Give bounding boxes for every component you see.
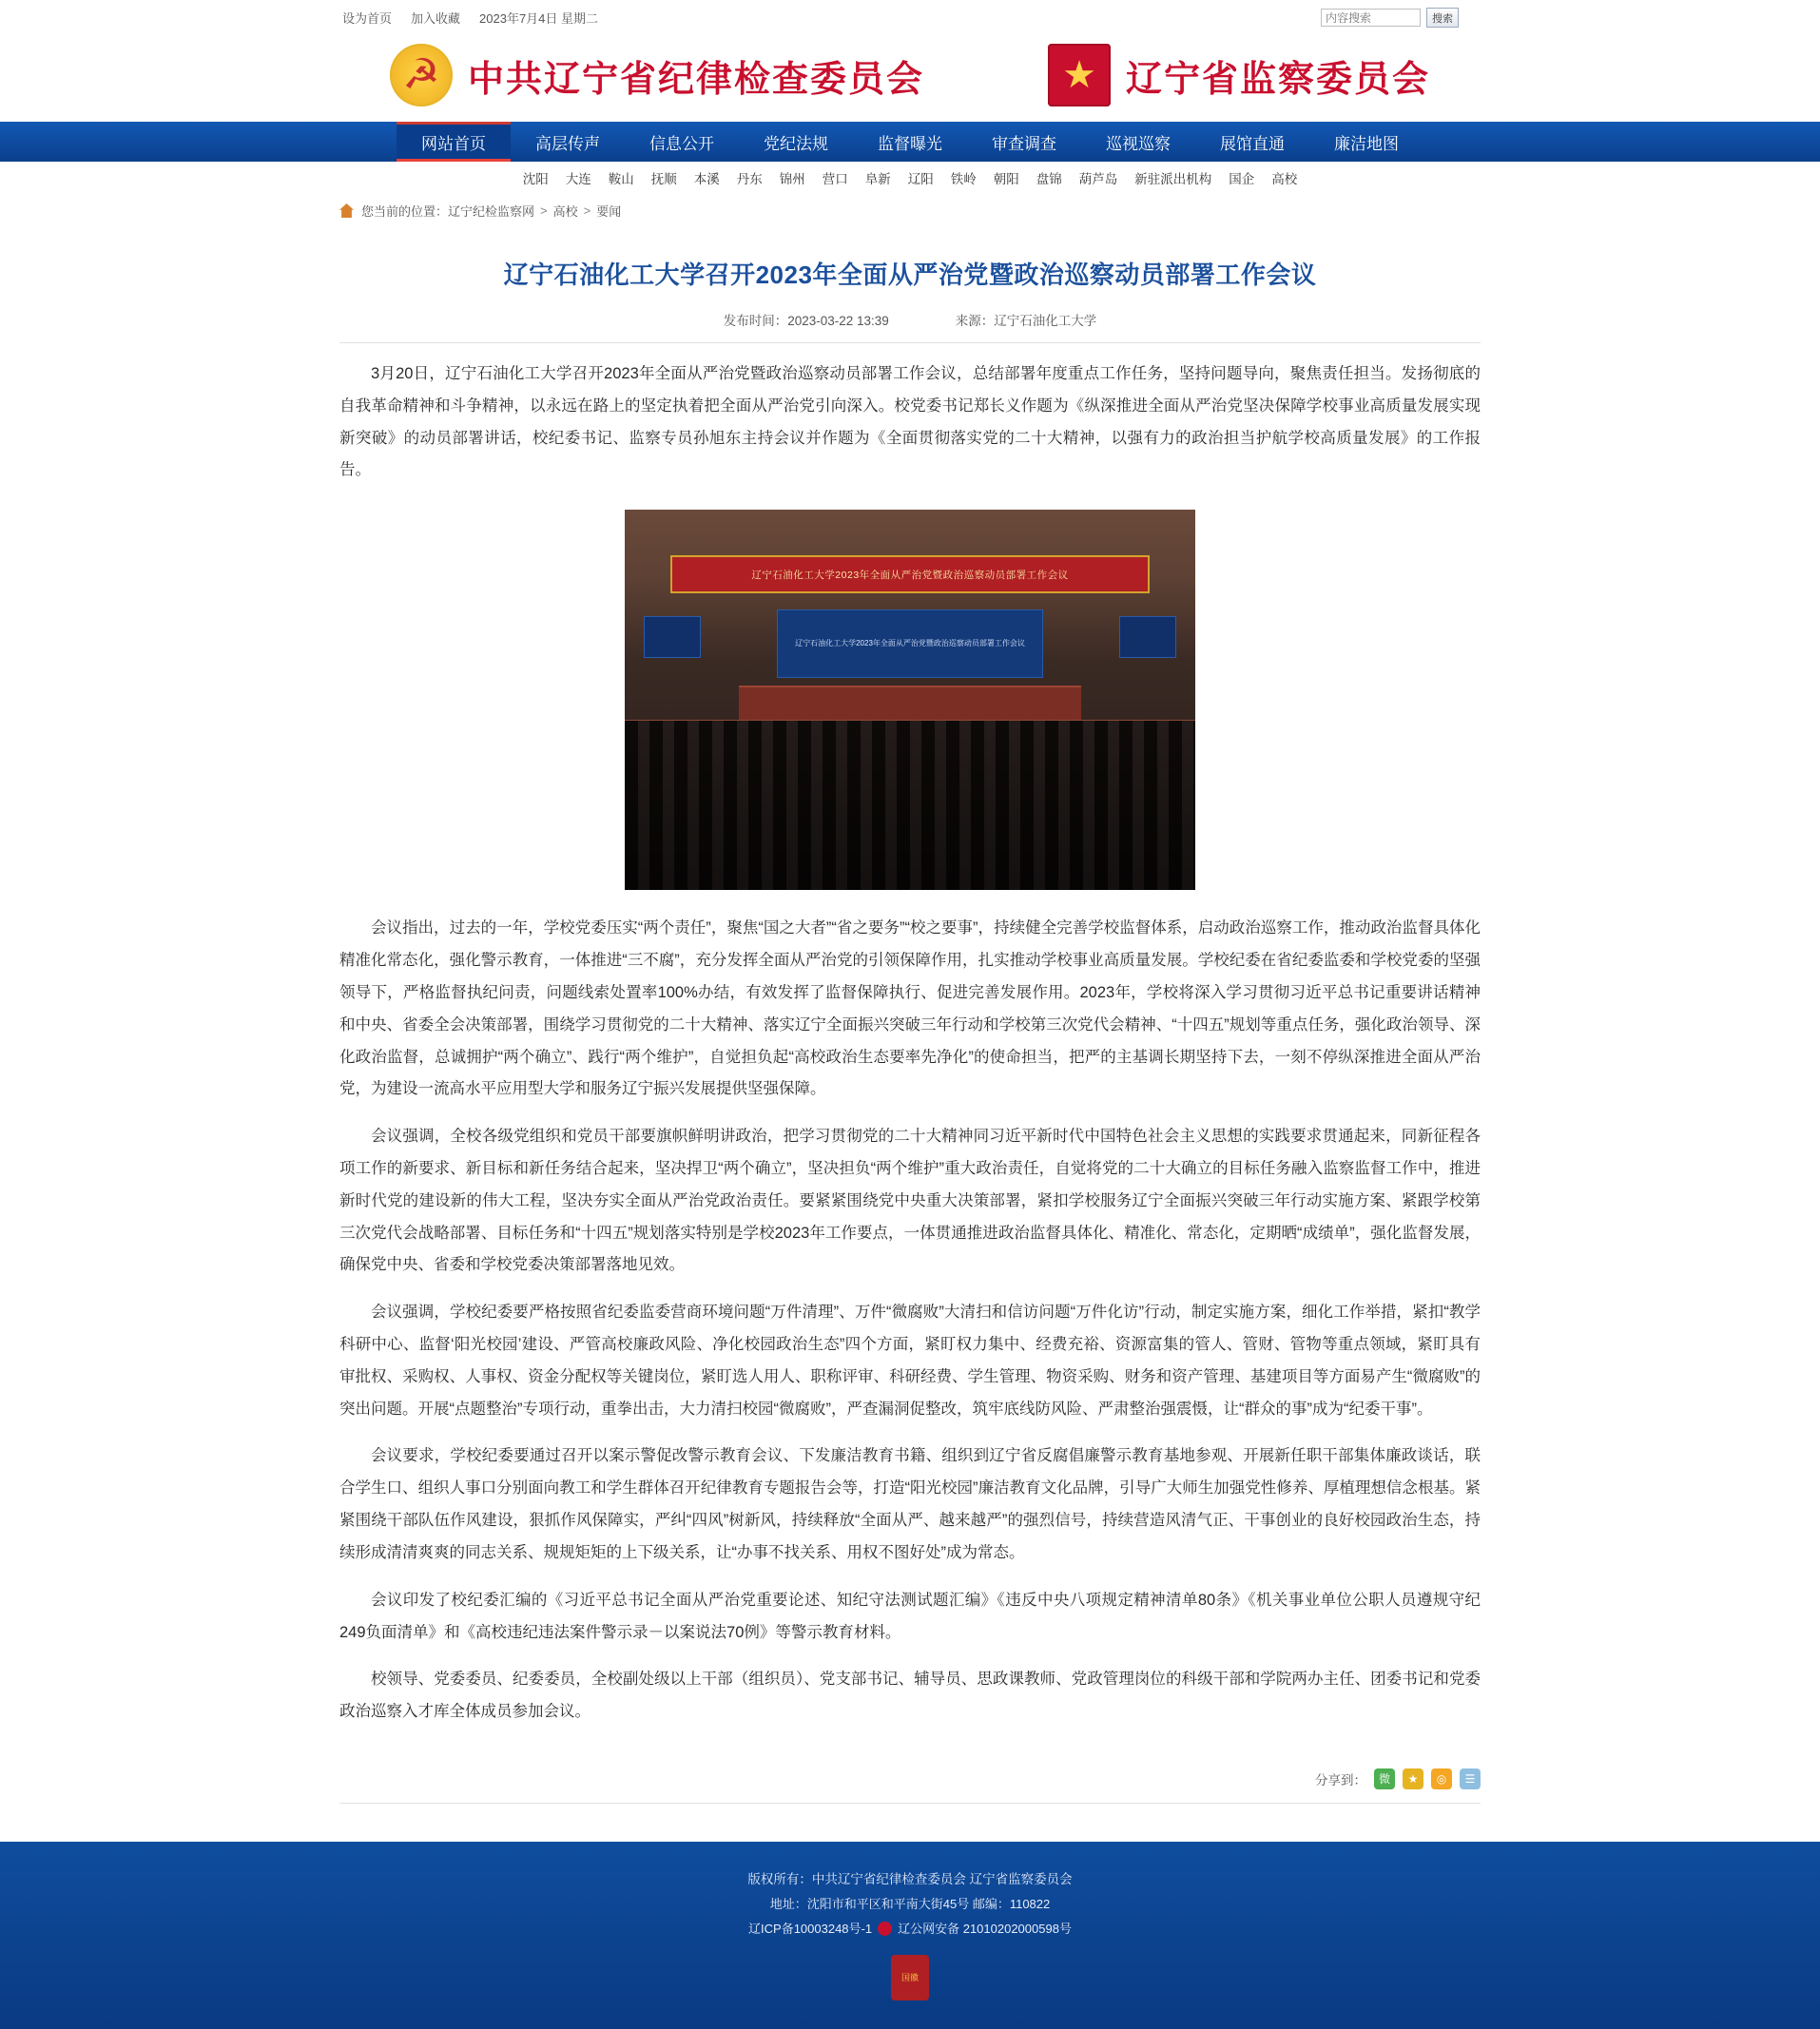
share-label: 分享到： [1315,1772,1366,1787]
photo-audience [625,721,1195,890]
article-source [956,310,1097,329]
nav-item-gaoceng[interactable]: 高层传声 [535,134,600,153]
breadcrumb-item-gaoxiao[interactable]: 高校 [552,204,578,219]
article-body [339,358,1481,1729]
article-paragraph: 会议强调，全校各级党组织和党员干部要旗帜鲜明讲政治，把学习贯彻党的二十大精神同习近平新时代中国特色社会主义思想的实践要求贯通起来，同新征程各项工作的新要求、新目标和新任务结合起来，坚决捍卫“两个确立”，坚决担负“两个维护”重大政治责任，自觉将党的二十大确立的目标任务融入监察监督工作中，推进新时代党的建设新的伟大工程，坚决夯实全面从严治党政治责任。要紧紧围绕党中央重大决策部署，紧扣学校服务辽宁全面振兴突破三年行动实施方案、紧跟学校第三次党代会战略部署、目标任务和“十四五”规划落实特别是学校2023年工作要点，一体贯通推进政治监督具体化、精准化、常态化，定期晒“成绩单”，强化监督发展，确保党中央、省委和学校党委决策部署落地见效。 [339,1128,1481,1274]
site-footer [0,1842,1820,2029]
region-navigation [0,162,1820,194]
brand-party-commission [390,44,924,106]
region-link-chaoyang[interactable]: 朝阳 [993,172,1019,186]
source-value: 辽宁石油化工大学 [994,314,1097,328]
nav-item-dangjifagui[interactable]: 党纪法规 [764,134,828,153]
nav-item-shenchadiaocha[interactable]: 审查调查 [992,134,1056,153]
side-screen-right-icon [1119,616,1176,658]
breadcrumb-item-yaowen[interactable]: 要闻 [596,204,622,219]
breadcrumb-prefix: 您当前的位置： [361,204,449,219]
search-input[interactable] [1321,9,1421,27]
article-paragraph: 会议印发了校纪委汇编的《习近平总书记全面从严治党重要论述、知纪守法测试题汇编》《违反中央八项规定精神清单80条》《机关事业单位公职人员遵规守纪249负面清单》和《高校违纪违法案件警示录－以案说法70例》等警示教育材料。 [339,1591,1481,1641]
region-link-anshan[interactable]: 鞍山 [608,172,634,186]
utility-bar [0,0,1820,34]
site-search [1321,8,1459,28]
region-link-fuxin[interactable]: 阜新 [864,172,891,186]
brand-party-title: 中共辽宁省纪律检查委员会 [467,57,924,100]
region-link-liaoyang[interactable]: 辽阳 [907,172,934,186]
article-paragraph: 3月20日，辽宁石油化工大学召开2023年全面从严治党暨政治巡察动员部署工作会议，总结部署年度重点工作任务，坚持问题导向，聚焦责任担当。发扬彻底的自我革命精神和斗争精神，以永远在路上的坚定执着把全面从严治党引向深入。校党委书记郑长义作题为《纵深推进全面从严治党坚决保障学校事业高质量发展实现新突破》的动员部署讲话，校纪委书记、监察专员孙旭东主持会议并作题为《全面贯彻落实党的二十大精神，以强有力的政治担当护航学校高质量发展》的工作报告。 [339,365,1481,479]
footer-address: 地址：沈阳市和平区和平南大街45号 邮编：110822 [769,1896,1051,1911]
article-meta [339,310,1481,343]
breadcrumb-separator-2: > [583,203,591,218]
region-link-paichu[interactable]: 新驻派出机构 [1134,172,1212,186]
breadcrumb-item-site[interactable]: 辽宁纪检监察网 [448,204,535,219]
qzone-share-icon[interactable]: ◎ [1431,1768,1452,1789]
site-header [0,34,1820,122]
footer-copyright: 版权所有：中共辽宁省纪律检查委员会 辽宁省监察委员会 [747,1871,1073,1886]
main-navigation [0,122,1820,162]
wechat-share-icon[interactable]: 微 [1374,1768,1395,1789]
region-link-guoqi[interactable]: 国企 [1229,172,1255,186]
article-divider [339,1803,1481,1804]
source-label: 来源： [955,314,995,328]
article-paragraph: 会议强调，学校纪委要严格按照省纪委监委营商环境问题“万件清理”、万件“微腐败”大清扫和信访问题“万件化访”行动，制定实施方案，细化工作举措，紧扣“教学科研中心、监督‘阳光校园’建设、严管高校廉政风险、净化校园政治生态”四个方面，紧盯权力集中、经费充裕、资源富集的管人、管财、管物等重点领域，紧盯具有审批权、采购权、人事权、资金分配权等关键岗位，紧盯选人用人、职称评审、科研经费、学生管理、物资采购、财务和资产管理、基建项目等方面易产生“微腐败”的突出问题。开展“点题整治”专项行动，重拳出击，大力清扫校园“微腐败”，严查漏洞促整改，筑牢底线防风险、严肃整治强震慑，让“群众的事”成为“纪委干事”。 [339,1304,1481,1418]
nav-item-lianjieditu[interactable]: 廉洁地图 [1334,134,1399,153]
region-link-panjin[interactable]: 盘锦 [1036,172,1062,186]
more-share-icon[interactable]: ☰ [1460,1768,1481,1789]
home-icon[interactable] [339,203,354,218]
publish-time [724,310,889,329]
page-title: 辽宁石油化工大学召开2023年全面从严治党暨政治巡察动员部署工作会议 [503,261,1317,289]
article-paragraph: 校领导、党委委员、纪委委员，全校副处级以上干部（组织员）、党支部书记、辅导员、思政课教师、党政管理岗位的科级干部和学院两办主任、团委书记和党委政治巡察入才库全体成员参加会议。 [339,1671,1481,1721]
brand-supervisory-title: 辽宁省监察委员会 [1126,57,1431,100]
article-paragraph: 会议要求，学校纪委要通过召开以案示警促改警示教育会议、下发廉洁教育书籍、组织到辽宁省反腐倡廉警示教育基地参观、开展新任职干部集体廉政谈话，联合学生口、组织人事口分别面向教工和学生群体召开纪律教育专题报告会等，打造“阳光校园”廉洁教育文化品牌，引导广大师生加强党性修养、厚植理想信念根基。紧紧围绕干部队伍作风建设，狠抓作风保障实，严纠“四风”树新风，持续释放“全面从严、越来越严”的强烈信号，持续营造风清气正、干事创业的良好校园政治生态，持续形成清清爽爽的同志关系、规规矩矩的上下级关系，让“办事不找关系、用权不图好处”成为常态。 [339,1447,1481,1561]
region-link-tieling[interactable]: 铁岭 [950,172,977,186]
current-date: 2023年7月4日 星期二 [479,10,599,26]
party-emblem-icon [390,44,453,106]
region-link-shenyang[interactable]: 沈阳 [522,172,549,186]
region-link-dalian[interactable]: 大连 [565,172,591,186]
article [339,225,1481,1842]
nav-item-jiandubaoguang[interactable]: 监督曝光 [878,134,942,153]
search-button[interactable]: 搜索 [1426,8,1459,28]
footer-police-link[interactable]: 辽公网安备 21010202000598号 [898,1921,1072,1936]
nav-item-xunshixuncha[interactable]: 巡视巡察 [1106,134,1171,153]
region-link-dandong[interactable]: 丹东 [736,172,763,186]
region-link-yingkou[interactable]: 营口 [822,172,848,186]
nav-item-home[interactable]: 网站首页 [397,122,511,162]
add-favorite-link[interactable]: 加入收藏 [411,10,461,26]
side-screen-left-icon [644,616,701,658]
footer-icp-row [0,1917,1820,1942]
breadcrumb [339,194,1481,225]
publish-time-label: 发布时间： [723,314,788,328]
article-paragraph: 会议指出，过去的一年，学校党委压实“两个责任”，聚焦“国之大者”“省之要务”“校之要事”，持续健全完善学校监督体系，启动政治巡察工作，推动政治监督具体化精准化常态化，强化警示教育，一体推进“三不腐”，充分发挥全面从严治党的引领保障作用，扎实推动学校事业高质量发展。学校纪委在省纪委监委和学校党委的坚强领导下，严格监督执纪问责，问题线索处置率100%办结，有效发挥了监督保障执行、促进完善发展作用。2023年，学校将深入学习贯彻习近平总书记重要讲话精神和中央、省委全会决策部署，围绕学习贯彻党的二十大精神、落实辽宁全面振兴突破三年行动和学校第三次党代会精神、“十四五”规划等重点任务，强化政治领导、深化政治监督，总诚拥护“两个确立”、践行“两个维护”，自觉担负起“高校政治生态要率先净化”的使命担当，把严的主基调长期坚持下去，一刻不停纵深推进全面从严治党，为建设一流高水平应用型大学和服务辽宁振兴发展提供坚强保障。 [339,919,1481,1098]
region-link-gaoxiao[interactable]: 高校 [1271,172,1298,186]
national-emblem-icon [1048,44,1111,106]
footer-icp-link[interactable]: 辽ICP备10003248号-1 [748,1921,873,1936]
photo-banner-text: 辽宁石油化工大学2023年全面从严治党暨政治巡察动员部署工作会议 [670,555,1150,593]
sina-weibo-share-icon[interactable]: ★ [1403,1768,1423,1789]
police-badge-icon [878,1922,892,1936]
nav-item-xinxigongkai[interactable]: 信息公开 [649,134,714,153]
article-figure [625,510,1195,890]
set-homepage-link[interactable]: 设为首页 [342,10,393,26]
share-bar [339,1744,1481,1789]
region-link-huludao[interactable]: 葫芦岛 [1078,172,1118,186]
nav-item-zhanguanzhitong[interactable]: 展馆直通 [1220,134,1285,153]
national-emblem-seal-icon [891,1955,929,2000]
breadcrumb-separator-1: > [540,203,548,218]
publish-time-value: 2023-03-22 13:39 [787,314,889,328]
meeting-photo [625,510,1195,890]
photo-stage [739,686,1081,720]
region-link-fushun[interactable]: 抚顺 [650,172,677,186]
photo-screen-text: 辽宁石油化工大学2023年全面从严治党暨政治巡察动员部署工作会议 [777,609,1043,678]
region-link-jinzhou[interactable]: 锦州 [779,172,805,186]
region-link-benxi[interactable]: 本溪 [693,172,720,186]
brand-supervisory-commission [1048,44,1430,106]
